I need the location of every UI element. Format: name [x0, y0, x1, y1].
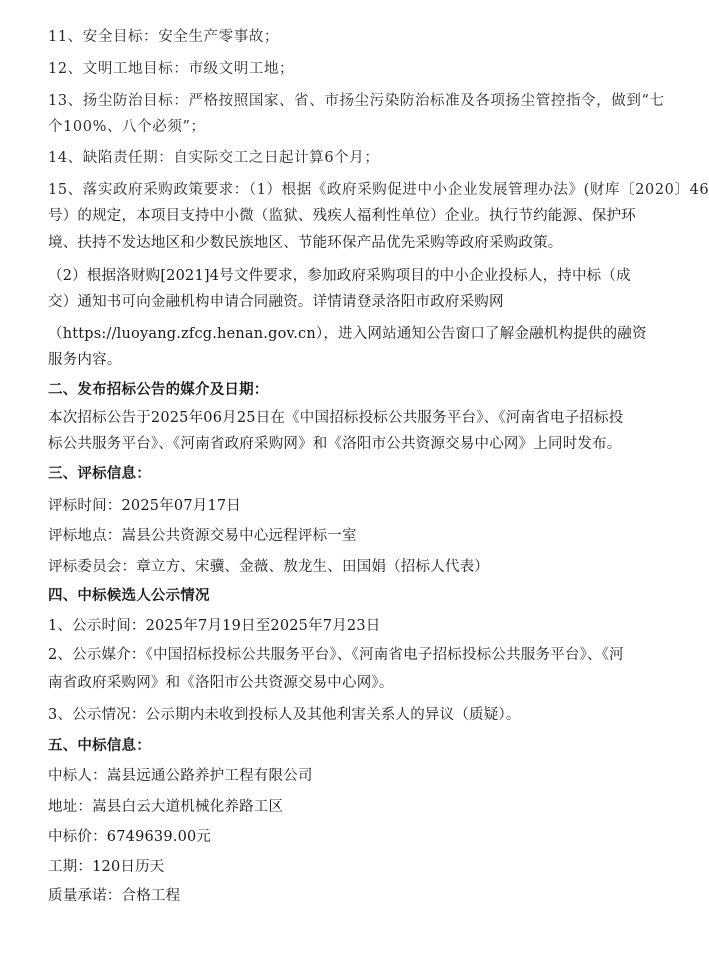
- financing-policy-line-cont-1: 交）通知书可向金融机构申请合同融资。详情请登录洛阳市政府采购网: [48, 294, 504, 310]
- quality-commitment-line: 质量承诺：合格工程: [48, 888, 181, 904]
- financing-policy-line: （2）根据洛财购[2021]4号文件要求，参加政府采购项目的中小企业投标人，持中标（成: [48, 268, 631, 284]
- publication-line: 本次招标公告于2025年06月25日在《中国招标投标公共服务平台》、《河南省电子招标投: [48, 410, 624, 426]
- financing-policy-line-cont-3: 服务内容。: [48, 352, 122, 368]
- address-line: 地址：嵩县白云大道机械化养路工区: [48, 799, 284, 815]
- financing-policy-line-cont-2: （https://luoyang.zfcg.henan.gov.cn），进入网站通知公告窗口了解金融机构提供的融资: [48, 326, 647, 342]
- defect-liability-line: 14、缺陷责任期：自实际交工之日起计算6个月；: [48, 150, 380, 166]
- evaluation-time-line: 评标时间：2025年07月17日: [48, 498, 242, 514]
- section-heading-award: 五、中标信息：: [48, 737, 151, 754]
- dust-control-target-line: 13、扬尘防治目标：严格按照国家、省、市扬尘污染防治标准及各项扬尘管控指令，做到“七: [48, 93, 665, 109]
- evaluation-place-line: 评标地点：嵩县公共资源交易中心远程评标一室: [48, 528, 357, 544]
- publicity-media-line-cont: 南省政府采购网》和《洛阳市公共资源交易中心网》。: [48, 675, 394, 691]
- section-heading-evaluation: 三、评标信息：: [48, 465, 151, 482]
- civilized-site-target-line: 12、文明工地目标：市级文明工地；: [48, 61, 295, 77]
- publicity-status-line: 3、公示情况：公示期内未收到投标人及其他利害关系人的异议（质疑）。: [48, 707, 521, 723]
- evaluation-committee-line: 评标委员会：章立方、宋骥、金薇、敖龙生、田国娟（招标人代表）: [48, 559, 489, 575]
- procurement-policy-line: 15、落实政府采购政策要求：（1）根据《政府采购促进中小企业发展管理办法》(财库〔2020〕46: [48, 182, 709, 198]
- duration-line: 工期：120日历天: [48, 859, 165, 875]
- section-heading-publicity: 四、中标候选人公示情况: [48, 587, 210, 604]
- winning-price-line: 中标价：6749639.00元: [48, 829, 212, 845]
- procurement-policy-line-cont-1: 号）的规定，本项目支持中小微（监狱、残疾人福利性单位）企业。执行节约能源、保护环: [48, 208, 636, 224]
- procurement-policy-line-cont-2: 境、扶持不发达地区和少数民族地区、节能环保产品优先采购等政府采购政策。: [48, 235, 563, 251]
- publicity-media-line: 2、公示媒介：《中国招标投标公共服务平台》、《河南省电子招标投标公共服务平台》、《河: [48, 647, 624, 663]
- section-heading-publication: 二、发布招标公告的媒介及日期：: [48, 381, 269, 398]
- dust-control-target-line-cont: 个100%、八个必须”；: [48, 119, 206, 135]
- publication-line-cont: 标公共服务平台》、《河南省政府采购网》和《洛阳市公共资源交易中心网》上同时发布。: [48, 436, 622, 452]
- publicity-time-line: 1、公示时间：2025年7月19日至2025年7月23日: [48, 618, 381, 634]
- winning-bidder-line: 中标人：嵩县远通公路养护工程有限公司: [48, 768, 313, 784]
- safety-target-line: 11、安全目标：安全生产零事故；: [48, 29, 280, 45]
